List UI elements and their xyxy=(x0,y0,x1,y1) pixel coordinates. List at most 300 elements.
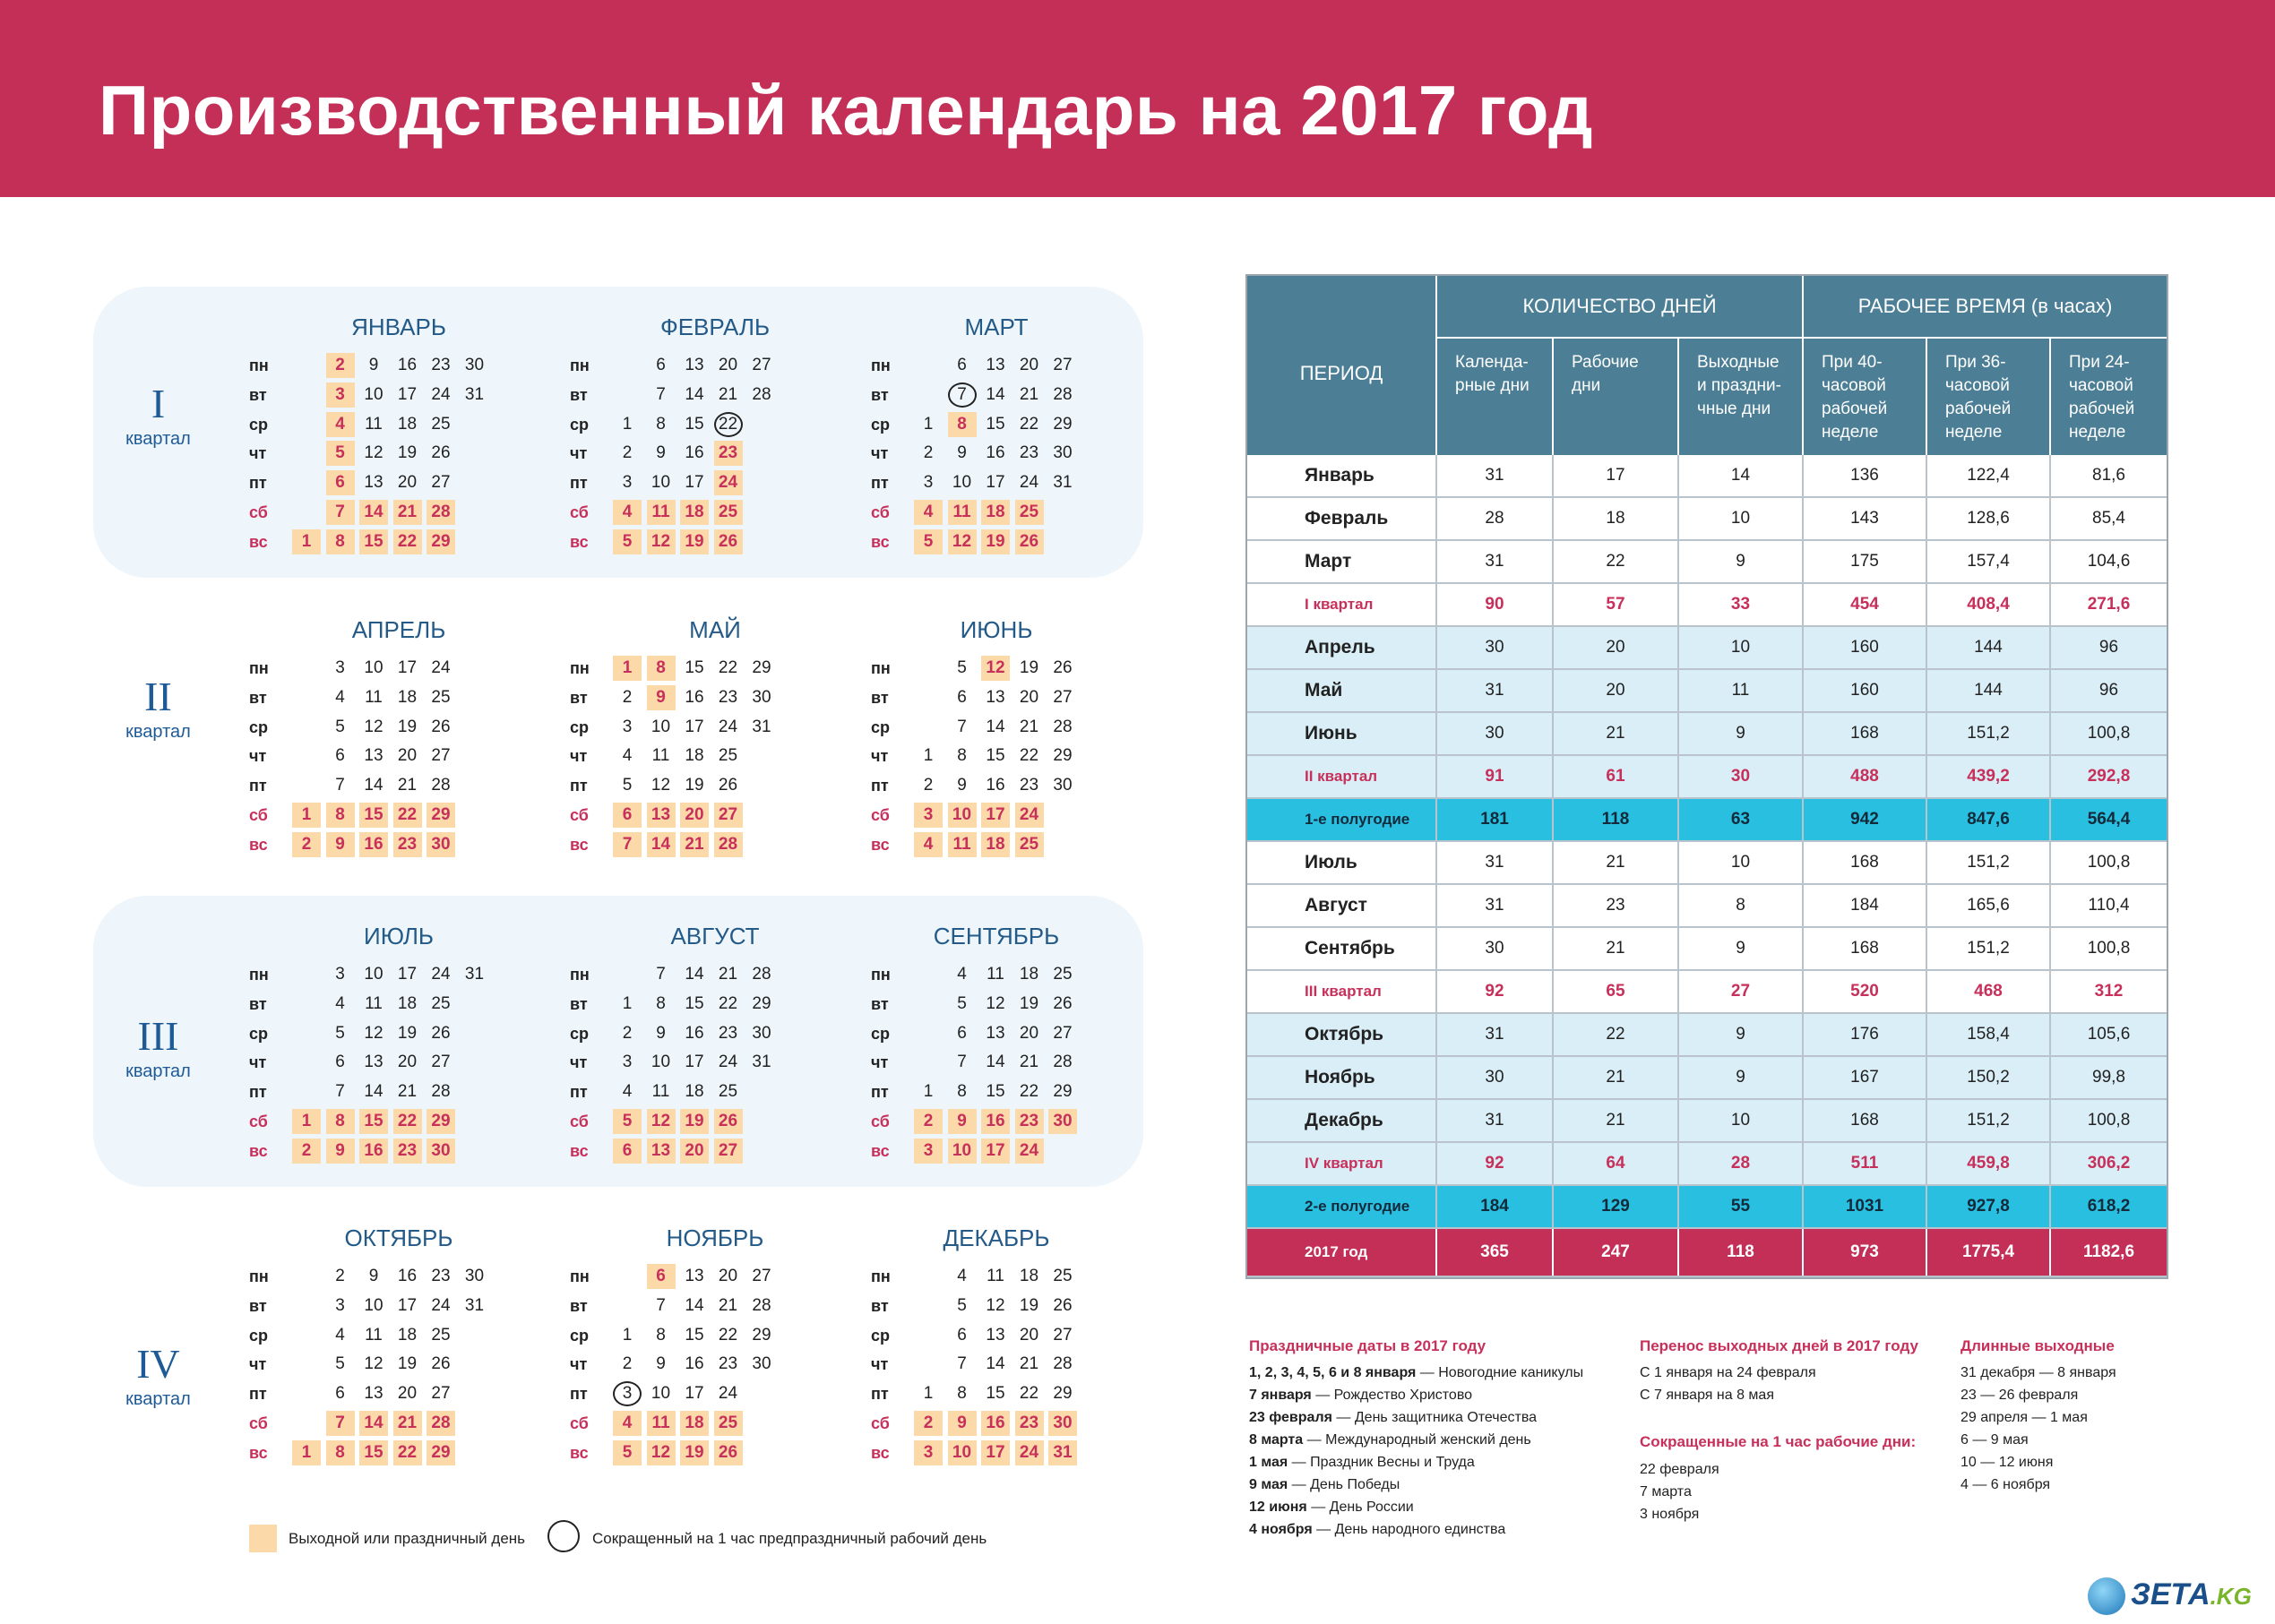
holiday-day: 12 xyxy=(647,1440,676,1465)
holiday-day: 1 xyxy=(292,529,321,554)
calendar-day: 22 xyxy=(1019,1384,1039,1404)
calendar-day: 12 xyxy=(364,443,383,463)
calendar-day: 13 xyxy=(364,1053,383,1072)
weekday-label: ср xyxy=(249,1326,269,1345)
calendar-day: 23 xyxy=(431,356,451,374)
value-cell: 31 xyxy=(1437,842,1554,883)
calendar-day: 29 xyxy=(1053,1082,1073,1102)
calendar-day: 21 xyxy=(397,1082,418,1102)
calendar-day: 15 xyxy=(986,746,1005,766)
calendar-day: 15 xyxy=(986,414,1005,434)
month-name: СЕНТЯБРЬ xyxy=(933,923,1060,949)
site-logo[interactable] xyxy=(2088,1574,2267,1619)
holiday-day: 7 xyxy=(613,832,642,857)
value-cell: 158,4 xyxy=(1927,1014,2051,1055)
holiday-day: 3 xyxy=(326,382,355,408)
calendar-day: 5 xyxy=(335,1023,345,1043)
weekday-label: чт xyxy=(871,747,889,766)
weekday-label: вт xyxy=(249,688,267,707)
calendar-day: 31 xyxy=(464,384,485,404)
value-cell: 942 xyxy=(1804,799,1927,840)
holiday-day: 1 xyxy=(292,1109,321,1134)
calendar-day: 14 xyxy=(685,384,704,404)
value-cell: 1031 xyxy=(1804,1186,1927,1227)
holiday-note: 1 мая — Праздник Весны и Труда xyxy=(1249,1455,1475,1470)
value-cell: 271,6 xyxy=(2087,595,2131,614)
value-cell: 21 xyxy=(1554,842,1679,883)
holiday-day: 4 xyxy=(613,500,642,525)
calendar-day: 27 xyxy=(752,356,771,374)
value-cell: 9 xyxy=(1679,1057,1804,1098)
logo-text: ЗЕТА xyxy=(2131,1577,2210,1611)
period-cell: Июль xyxy=(1247,842,1437,883)
header-hours-group: РАБОЧЕЕ ВРЕМЯ (в часах) xyxy=(1804,276,2167,339)
weekday-label: вс xyxy=(249,835,268,854)
calendar-day: 16 xyxy=(685,1023,704,1043)
holiday-day: 9 xyxy=(647,685,676,710)
calendar-day: 21 xyxy=(1019,1354,1039,1374)
header-banner xyxy=(0,0,2275,197)
value-cell: 21 xyxy=(1554,713,1679,754)
holiday-day: 25 xyxy=(1015,500,1044,525)
value-cell: 21 xyxy=(1554,1100,1679,1141)
calendar-day: 7 xyxy=(656,384,666,404)
value-cell: 511 xyxy=(1804,1143,1927,1184)
value-cell: 104,6 xyxy=(2087,552,2131,571)
holiday-day: 13 xyxy=(647,1139,676,1164)
quarter-label-1 xyxy=(93,381,223,450)
period-cell: Февраль xyxy=(1247,498,1437,539)
value-cell: 468 xyxy=(1927,971,2051,1012)
weekday-label: сб xyxy=(249,1113,268,1130)
calendar-day: 6 xyxy=(957,1325,967,1345)
short-day-note: 7 марта xyxy=(1640,1484,1692,1499)
holiday-day: 18 xyxy=(680,1411,709,1436)
calendar-day: 30 xyxy=(752,687,771,707)
holiday-day: 28 xyxy=(427,1411,455,1436)
holiday-day: 14 xyxy=(359,1411,388,1436)
calendar-day: 4 xyxy=(335,1325,345,1345)
holiday-day: 15 xyxy=(359,1440,388,1465)
holiday-day: 10 xyxy=(948,1440,977,1465)
holiday-day: 14 xyxy=(359,500,388,525)
long-weekend-note: 29 апреля — 1 мая xyxy=(1960,1410,2088,1425)
calendar-day: 16 xyxy=(397,1267,418,1285)
calendar-day: 13 xyxy=(986,1023,1005,1043)
calendar-day: 22 xyxy=(718,658,738,677)
calendar-day: 30 xyxy=(464,1267,485,1285)
calendar-day: 8 xyxy=(957,1082,967,1102)
calendar-day: 1 xyxy=(923,1082,934,1102)
calendar-day: 12 xyxy=(364,717,383,736)
table-row xyxy=(1247,713,2167,756)
period-cell: Март xyxy=(1247,541,1437,582)
calendar-day: 26 xyxy=(718,776,738,795)
calendar-day: 5 xyxy=(957,658,967,677)
holiday-day: 23 xyxy=(1015,1109,1044,1134)
calendar-day: 27 xyxy=(752,1267,771,1285)
calendar-day: 18 xyxy=(685,1082,704,1102)
calendar-day: 30 xyxy=(464,356,485,374)
weekday-label: вс xyxy=(249,1443,268,1462)
holiday-day: 15 xyxy=(359,803,388,828)
short-days-list xyxy=(1640,1458,1719,1525)
weekday-label: чт xyxy=(249,444,267,463)
weekday-label: ср xyxy=(249,717,269,736)
calendar-day: 22 xyxy=(718,993,738,1013)
value-cell: 30 xyxy=(1679,756,1804,797)
calendar-day: 21 xyxy=(1019,717,1039,736)
calendar-day: 25 xyxy=(718,1082,738,1102)
table-row xyxy=(1247,541,2167,584)
calendar-day: 15 xyxy=(986,1384,1005,1404)
logo-suffix: .KG xyxy=(2210,1583,2252,1610)
table-row xyxy=(1247,799,2167,842)
calendar-day: 30 xyxy=(752,1354,771,1374)
calendar-day: 6 xyxy=(957,356,967,374)
holiday-day: 15 xyxy=(359,529,388,554)
value-cell: 128,6 xyxy=(1927,498,2051,539)
calendar-day: 7 xyxy=(957,717,967,736)
weekday-label: чт xyxy=(871,1053,889,1072)
weekday-label: пт xyxy=(249,777,267,795)
calendar-day: 20 xyxy=(397,1053,418,1072)
weekday-label: сб xyxy=(249,806,268,824)
calendar-day: 1 xyxy=(622,414,633,434)
holiday-day: 15 xyxy=(359,1109,388,1134)
calendar-day: 11 xyxy=(987,1267,1004,1285)
weekday-label: ср xyxy=(570,1326,590,1345)
calendar-day: 11 xyxy=(365,1325,383,1345)
calendar-day: 29 xyxy=(752,1325,771,1345)
value-cell: 175 xyxy=(1804,541,1927,582)
table-row xyxy=(1247,498,2167,541)
calendar-day: 17 xyxy=(397,965,418,984)
calendar-day: 23 xyxy=(718,687,738,707)
calendar-day: 9 xyxy=(656,1023,666,1043)
calendar-day: 4 xyxy=(957,1267,967,1285)
month-name: ИЮНЬ xyxy=(960,616,1033,643)
calendar-day: 18 xyxy=(1019,965,1039,984)
shortened-day: 7 xyxy=(948,382,977,408)
holiday-day: 12 xyxy=(981,656,1010,681)
weekday-label: чт xyxy=(249,1355,267,1374)
calendar-day: 19 xyxy=(685,776,704,795)
value-cell: 22 xyxy=(1554,541,1679,582)
weekday-label: чт xyxy=(871,1355,889,1374)
weekday-label: пн xyxy=(249,357,269,374)
calendar-day: 7 xyxy=(335,776,345,795)
holiday-day: 17 xyxy=(981,803,1010,828)
table-row xyxy=(1247,842,2167,885)
calendar-day: 13 xyxy=(685,1267,704,1285)
holiday-day: 26 xyxy=(714,1109,743,1134)
holiday-day: 18 xyxy=(981,500,1010,525)
shortened-day: 22 xyxy=(714,412,743,437)
calendar-day: 20 xyxy=(397,473,418,493)
value-cell: 92 xyxy=(1437,1143,1554,1184)
calendar-day: 18 xyxy=(397,993,418,1013)
weekday-label: вс xyxy=(871,1141,890,1160)
period-cell: Август xyxy=(1247,885,1437,926)
holiday-day: 25 xyxy=(714,500,743,525)
value-cell: 31 xyxy=(1437,885,1554,926)
globe-icon xyxy=(2088,1577,2125,1615)
value-cell: 31 xyxy=(1437,670,1554,711)
calendar-day: 23 xyxy=(1019,776,1039,795)
weekday-label: сб xyxy=(570,1414,589,1432)
calendar-day: 3 xyxy=(622,717,633,736)
calendar-day: 10 xyxy=(364,1295,383,1315)
weekday-label: пн xyxy=(249,1267,269,1285)
holiday-day: 24 xyxy=(1015,803,1044,828)
table-row xyxy=(1247,885,2167,928)
calendar-day: 16 xyxy=(397,356,418,374)
holiday-day: 2 xyxy=(914,1109,943,1134)
weekday-label: вс xyxy=(249,1141,268,1160)
calendar-day: 13 xyxy=(685,356,704,374)
value-cell: 64 xyxy=(1554,1143,1679,1184)
calendar-day: 30 xyxy=(752,1023,771,1043)
quarter-word: квартал xyxy=(125,429,191,449)
holiday-day: 22 xyxy=(393,1440,422,1465)
value-cell: 365 xyxy=(1437,1229,1554,1276)
value-cell: 14 xyxy=(1679,455,1804,496)
holiday-day: 14 xyxy=(647,832,676,857)
calendar-day: 17 xyxy=(685,1053,704,1072)
calendar-day: 11 xyxy=(651,746,670,766)
value-cell: 9 xyxy=(1679,1014,1804,1055)
value-cell: 30 xyxy=(1437,1057,1554,1098)
holiday-day: 6 xyxy=(647,1264,676,1289)
holiday-day: 19 xyxy=(680,529,709,554)
weekday-label: ср xyxy=(570,415,590,434)
holiday-day: 11 xyxy=(948,832,977,857)
calendar-day: 18 xyxy=(397,1325,418,1345)
header-period: ПЕРИОД xyxy=(1247,276,1437,455)
calendar-day: 29 xyxy=(752,993,771,1013)
value-cell: 312 xyxy=(2094,982,2124,1001)
holiday-day: 19 xyxy=(680,1109,709,1134)
calendar-day: 28 xyxy=(431,1082,451,1102)
weekday-label: пн xyxy=(871,357,891,374)
holiday-day: 12 xyxy=(647,1109,676,1134)
value-cell: 55 xyxy=(1679,1186,1804,1227)
calendar-day: 13 xyxy=(986,356,1005,374)
calendar-day: 10 xyxy=(651,473,671,493)
weekday-label: пт xyxy=(871,777,889,795)
calendar-day: 13 xyxy=(986,687,1005,707)
calendar-day: 3 xyxy=(335,965,345,984)
calendar-day: 2 xyxy=(335,1267,345,1285)
calendar-day: 14 xyxy=(685,965,704,984)
transfer-title: Перенос выходных дней в 2017 году xyxy=(1640,1337,1918,1354)
calendar-day: 9 xyxy=(656,443,666,463)
holiday-day: 23 xyxy=(393,832,422,857)
holiday-day: 7 xyxy=(326,1411,355,1436)
value-cell: 27 xyxy=(1679,971,1804,1012)
calendar-day: 24 xyxy=(431,1295,451,1315)
month-name: АВГУСТ xyxy=(670,923,760,949)
value-cell: 143 xyxy=(1804,498,1927,539)
calendar-day: 16 xyxy=(986,776,1005,795)
calendar-day: 4 xyxy=(335,687,345,707)
calendar-day: 17 xyxy=(685,473,704,493)
calendar-day: 22 xyxy=(1019,1082,1039,1102)
calendar-day: 17 xyxy=(685,1384,704,1404)
holiday-day: 1 xyxy=(292,1440,321,1465)
value-cell: 184 xyxy=(1804,885,1927,926)
value-cell: 28 xyxy=(1437,498,1554,539)
value-cell: 564,4 xyxy=(2087,810,2131,829)
weekday-label: пн xyxy=(570,357,590,374)
holiday-day: 2 xyxy=(914,1411,943,1436)
holiday-day: 21 xyxy=(393,500,422,525)
calendar-day: 10 xyxy=(364,384,383,404)
weekday-label: пн xyxy=(871,966,891,984)
value-cell: 151,2 xyxy=(1927,842,2051,883)
calendar-day: 30 xyxy=(1053,776,1073,795)
holiday-day: 21 xyxy=(680,832,709,857)
holiday-day: 6 xyxy=(613,803,642,828)
weekday-label: пт xyxy=(249,474,267,493)
holiday-day: 16 xyxy=(359,1139,388,1164)
weekday-label: вс xyxy=(570,835,589,854)
calendar-day: 20 xyxy=(718,1267,738,1285)
holiday-day: 10 xyxy=(948,1139,977,1164)
calendar-day: 25 xyxy=(718,746,738,766)
calendar-day: 10 xyxy=(651,717,671,736)
holiday-day: 25 xyxy=(1015,832,1044,857)
holidays-title: Праздничные даты в 2017 году xyxy=(1249,1337,1487,1354)
calendar-day: 26 xyxy=(1053,993,1073,1013)
period-cell: I квартал xyxy=(1247,584,1437,625)
weekday-label: ср xyxy=(249,415,269,434)
calendar-day: 26 xyxy=(431,1354,451,1374)
calendar-day: 16 xyxy=(685,443,704,463)
value-cell: 20 xyxy=(1554,627,1679,668)
calendar-day: 8 xyxy=(957,746,967,766)
calendar-day: 6 xyxy=(335,746,345,766)
calendar-day: 19 xyxy=(397,443,418,463)
value-cell: 168 xyxy=(1804,713,1927,754)
weekday-label: пт xyxy=(249,1385,267,1404)
value-cell: 292,8 xyxy=(2087,767,2131,786)
calendar-day: 21 xyxy=(397,776,418,795)
table-row xyxy=(1247,455,2167,498)
weekday-label: вс xyxy=(871,1443,890,1462)
holiday-day: 9 xyxy=(948,1411,977,1436)
calendar-day: 31 xyxy=(752,717,771,736)
calendar-day: 12 xyxy=(364,1354,383,1374)
weekday-label: пн xyxy=(570,659,590,677)
transfer-note: С 1 января на 24 февраля xyxy=(1640,1365,1816,1380)
calendar-day: 21 xyxy=(1019,1053,1039,1072)
holiday-day: 10 xyxy=(948,803,977,828)
calendar-day: 25 xyxy=(1053,965,1073,984)
long-weekends-list xyxy=(1960,1362,2116,1496)
period-cell: 2017 год xyxy=(1247,1229,1437,1276)
calendar-day: 3 xyxy=(622,473,633,493)
holiday-day: 4 xyxy=(613,1411,642,1436)
calendar-day: 7 xyxy=(957,1053,967,1072)
table-row xyxy=(1247,971,2167,1014)
weekday-label: сб xyxy=(871,806,890,824)
calendar-day: 12 xyxy=(986,1295,1005,1315)
holiday-day: 8 xyxy=(326,529,355,554)
period-cell: Декабрь xyxy=(1247,1100,1437,1141)
calendar-day: 8 xyxy=(957,1384,967,1404)
calendar-day: 6 xyxy=(656,356,666,374)
calendar-day: 11 xyxy=(365,687,383,707)
calendar-day: 9 xyxy=(957,443,967,463)
holiday-day: 16 xyxy=(981,1109,1010,1134)
transfer-note: С 7 января на 8 мая xyxy=(1640,1388,1774,1403)
weekday-label: пн xyxy=(871,1267,891,1285)
period-cell: 2-е полугодие xyxy=(1247,1186,1437,1227)
calendar-day: 17 xyxy=(397,384,418,404)
quarter-word: квартал xyxy=(125,1061,191,1081)
weekday-label: ср xyxy=(871,1024,891,1043)
holiday-day: 28 xyxy=(714,832,743,857)
holiday-day: 9 xyxy=(326,1139,355,1164)
calendar-day: 12 xyxy=(986,993,1005,1013)
holiday-day: 2 xyxy=(292,832,321,857)
calendar-day: 21 xyxy=(1019,384,1039,404)
calendar-day: 2 xyxy=(622,1354,633,1374)
calendar-day: 14 xyxy=(986,717,1005,736)
calendar-day: 28 xyxy=(1053,1354,1073,1374)
calendar-day: 24 xyxy=(1019,473,1039,493)
calendar-day: 27 xyxy=(431,473,451,493)
value-cell: 520 xyxy=(1804,971,1927,1012)
value-cell: 454 xyxy=(1804,584,1927,625)
weekday-label: вт xyxy=(249,385,267,404)
value-cell: 1775,4 xyxy=(1927,1229,2051,1276)
value-cell: 20 xyxy=(1554,670,1679,711)
holiday-day: 29 xyxy=(427,803,455,828)
calendar-day: 16 xyxy=(685,1354,704,1374)
calendar-day: 16 xyxy=(685,687,704,707)
calendar-day: 4 xyxy=(957,965,967,984)
period-cell: 1-е полугодие xyxy=(1247,799,1437,840)
value-cell: 157,4 xyxy=(1927,541,2051,582)
calendar-day: 25 xyxy=(431,687,451,707)
holiday-note: 1, 2, 3, 4, 5, 6 и 8 января — Новогодние каникулы xyxy=(1249,1365,1584,1380)
calendar-day: 19 xyxy=(1019,993,1039,1013)
calendar-day: 15 xyxy=(685,414,704,434)
calendar-day: 26 xyxy=(431,1023,451,1043)
calendar-day: 10 xyxy=(364,965,383,984)
page-title: Производственный календарь на 2017 год xyxy=(99,71,1593,150)
holiday-day: 31 xyxy=(1048,1440,1077,1465)
calendar-day: 11 xyxy=(987,965,1004,984)
shortened-day: 3 xyxy=(613,1381,642,1406)
calendar-day: 3 xyxy=(335,658,345,677)
calendar-day: 2 xyxy=(622,1023,633,1043)
weekday-label: ср xyxy=(871,415,891,434)
holiday-day: 22 xyxy=(393,803,422,828)
weekday-label: вс xyxy=(570,532,589,551)
holiday-day: 26 xyxy=(714,1440,743,1465)
calendar-day: 3 xyxy=(335,1295,345,1315)
holiday-day: 17 xyxy=(981,1139,1010,1164)
calendar-day: 28 xyxy=(1053,1053,1073,1072)
calendar-day: 9 xyxy=(656,1354,666,1374)
value-cell: 847,6 xyxy=(1927,799,2051,840)
value-cell: 10 xyxy=(1679,627,1804,668)
calendar-day: 8 xyxy=(656,993,666,1013)
